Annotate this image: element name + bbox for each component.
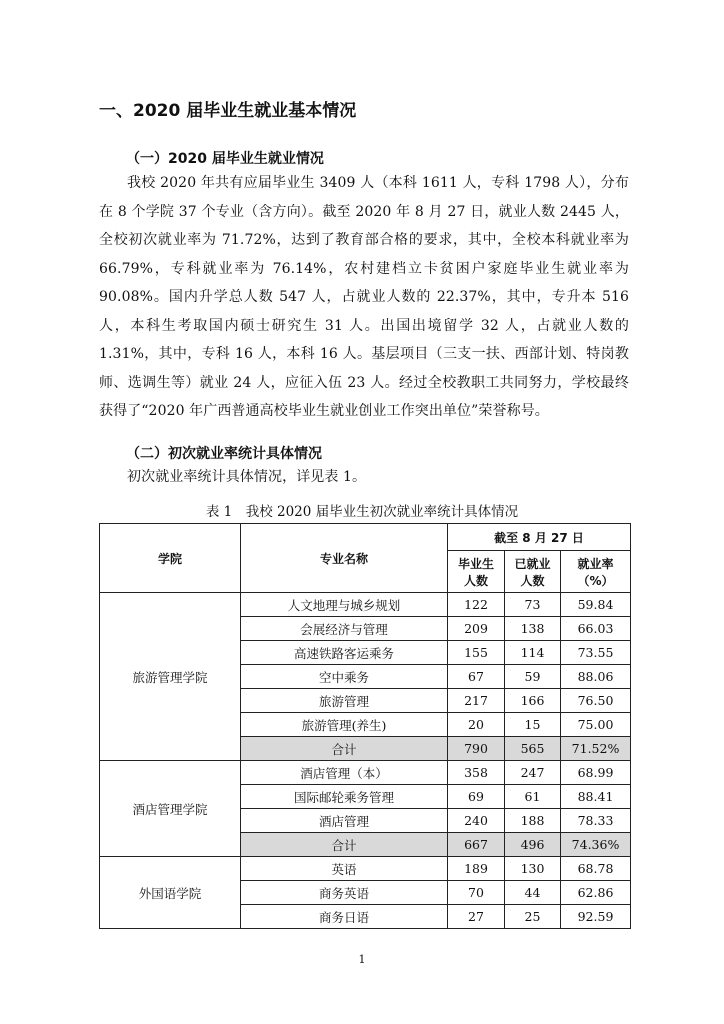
table-row <box>100 593 631 617</box>
rate-cell: 66.03 <box>561 617 631 641</box>
table-row <box>100 761 631 785</box>
major-cell: 人文地理与城乡规划 <box>241 593 448 617</box>
table-caption: 表 1 我校 2020 届毕业生初次就业率统计具体情况 <box>205 504 519 520</box>
graduates-cell: 358 <box>448 761 505 785</box>
graduates-cell: 209 <box>448 617 505 641</box>
graduates-cell: 27 <box>448 905 505 929</box>
major-cell: 商务日语 <box>241 905 448 929</box>
rate-cell: 78.33 <box>561 809 631 833</box>
major-cell: 英语 <box>241 857 448 881</box>
subsection-heading-1: （一）2020 届毕业生就业情况 <box>126 151 324 167</box>
header-graduates: 毕业生 人数 <box>448 551 505 593</box>
graduates-cell: 667 <box>448 833 505 857</box>
header-date-group: 截至 8 月 27 日 <box>448 524 631 551</box>
graduates-cell: 20 <box>448 713 505 737</box>
employed-cell: 59 <box>505 665 561 689</box>
rate-cell: 88.41 <box>561 785 631 809</box>
rate-cell: 71.52% <box>561 737 631 761</box>
table-row <box>100 857 631 881</box>
major-cell: 合计 <box>241 737 448 761</box>
major-cell: 酒店管理 <box>241 809 448 833</box>
major-cell: 旅游管理(养生) <box>241 713 448 737</box>
subsection-heading-2: （二）初次就业率统计具体情况 <box>126 446 322 462</box>
employed-cell: 247 <box>505 761 561 785</box>
employed-cell: 25 <box>505 905 561 929</box>
graduates-cell: 790 <box>448 737 505 761</box>
employed-cell: 138 <box>505 617 561 641</box>
graduates-cell: 122 <box>448 593 505 617</box>
employed-cell: 15 <box>505 713 561 737</box>
table-intro-paragraph: 初次就业率统计具体情况，详见表 1。 <box>127 469 367 485</box>
rate-cell: 92.59 <box>561 905 631 929</box>
graduates-cell: 70 <box>448 881 505 905</box>
table-body <box>100 593 631 929</box>
rate-cell: 62.86 <box>561 881 631 905</box>
major-cell: 空中乘务 <box>241 665 448 689</box>
college-cell: 旅游管理学院 <box>100 593 241 761</box>
employed-cell: 565 <box>505 737 561 761</box>
major-cell: 旅游管理 <box>241 689 448 713</box>
rate-cell: 68.78 <box>561 857 631 881</box>
graduates-cell: 217 <box>448 689 505 713</box>
employed-cell: 188 <box>505 809 561 833</box>
section-heading-1: 一、2020 届毕业生就业基本情况 <box>99 101 357 121</box>
graduates-cell: 189 <box>448 857 505 881</box>
rate-cell: 68.99 <box>561 761 631 785</box>
graduates-cell: 67 <box>448 665 505 689</box>
header-rate: 就业率 （%） <box>561 551 631 593</box>
rate-cell: 76.50 <box>561 689 631 713</box>
rate-cell: 59.84 <box>561 593 631 617</box>
graduates-cell: 240 <box>448 809 505 833</box>
table-header <box>100 524 631 593</box>
header-major: 专业名称 <box>241 524 448 593</box>
major-cell: 商务英语 <box>241 881 448 905</box>
graduates-cell: 69 <box>448 785 505 809</box>
college-cell: 外国语学院 <box>100 857 241 929</box>
employed-cell: 114 <box>505 641 561 665</box>
employed-cell: 44 <box>505 881 561 905</box>
major-cell: 会展经济与管理 <box>241 617 448 641</box>
rate-cell: 73.55 <box>561 641 631 665</box>
header-employed: 已就业 人数 <box>505 551 561 593</box>
major-cell: 高速铁路客运乘务 <box>241 641 448 665</box>
rate-cell: 74.36% <box>561 833 631 857</box>
rate-cell: 75.00 <box>561 713 631 737</box>
employed-cell: 61 <box>505 785 561 809</box>
major-cell: 国际邮轮乘务管理 <box>241 785 448 809</box>
major-cell: 酒店管理（本） <box>241 761 448 785</box>
major-cell: 合计 <box>241 833 448 857</box>
rate-cell: 88.06 <box>561 665 631 689</box>
employment-summary-paragraph: 我校 2020 年共有应届毕业生 3409 人（本科 1611 人，专科 1798 人），分布在 8 个学院 37 个专业（含方向）。截至 2020 年 8 月 27 日，就业人数 2445 人，全校初次就业率为 71.72%，达到了教育部合格的要求，其中，全校本科就业率为 66.79%，专科就业率为 76.14%，农村建档立卡贫困户家庭毕业生就业率为 90.08%。国内升学总人数 547 人，占就业人数的 22.37%，其中，专升本 516 人，本科生考取国内硕士研究生 31 人。出国出境留学 32 人，占就业人数的 1.31%，其中，专科 16 人，本科 16 人。基层项目（三支一扶、西部计划、特岗教师、选调生等）就业 24 人，应征入伍 23 人。经过全校教职工共同努力，学校最终获得了“2020 年广西普通高校毕业生就业创业工作突出单位”荣誉称号。 <box>99 175 629 419</box>
header-college: 学院 <box>100 524 241 593</box>
employment-rate-table <box>99 523 631 929</box>
graduates-cell: 155 <box>448 641 505 665</box>
employed-cell: 166 <box>505 689 561 713</box>
college-cell: 酒店管理学院 <box>100 761 241 857</box>
employed-cell: 130 <box>505 857 561 881</box>
employed-cell: 496 <box>505 833 561 857</box>
employed-cell: 73 <box>505 593 561 617</box>
page-number: 1 <box>358 953 366 966</box>
